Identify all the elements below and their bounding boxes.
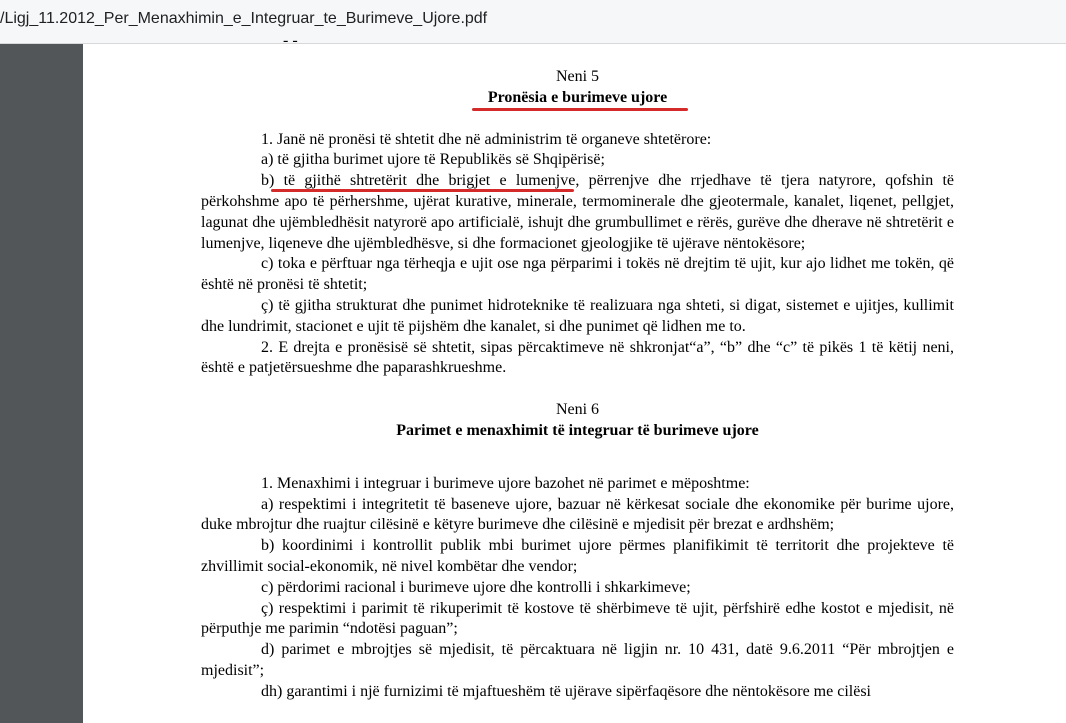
article-6-paragraph: dh) garantimi i një furnizimi të mjaftueshëm të ujërave sipërfaqësore dhe nëntokësore me cilësi: [261, 682, 871, 700]
article-5-paragraph: c) toka e përftuar nga tërheqja e ujit ose nga përparimi i tokës në drejtim të ujit, kur ajo lidhet me tokën, që është në pronësi të shtetit;: [201, 255, 954, 294]
article-6-paragraph: c) përdorimi racional i burimeve ujore dhe kontrolli i shkarkimeve;: [261, 578, 691, 596]
article-6-paragraph: a) respektimi i integritetit të baseneve ujore, bazuar në kërkesat sociale dhe ekonomike për burime ujore, duke mbrojtur dhe ruajtur cilësinë e këtyre burimeve dhe cilësinë e mjedisit për brezat e ardhshëm;: [201, 495, 954, 534]
article-5-paragraph: b) të gjithë shtretërit dhe brigjet e lumenjve, përrenjve dhe rrjedhave të tjera natyrore, qofshin të përkohshme apo të përhershme, ujërat kurative, minerale, termominerale dhe gjeotermale, kanalet, liqenet, pellgjet, lagunat dhe ujëmbledhësit natyrorë apo artificialë, ishujt dhe grumbullimet e rërës, gurëve dhe dherave në shtretërit e lumenjve, liqeneve dhe ujëmbledhësve, si dhe formacionet gjeologjike të ujërave nëntokësore;: [201, 172, 954, 252]
article-6-paragraph: ç) respektimi i parimit të rikuperimit të kostove të shërbimeve të ujit, përfshirë edhe kostot e mjedisit, në përputhje me parimin “ndotësi paguan”;: [201, 599, 954, 638]
address-bar[interactable]: [0, 0, 1066, 44]
annotation-underline-text: [271, 189, 574, 192]
article-6-paragraph: d) parimet e mbrojtjes së mjedisit, të përcaktuara në ligjin nr. 10 431, datë 9.6.2011 “Për mbrojtjen e mjedisit”;: [201, 641, 954, 679]
annotation-underline-title: [472, 108, 688, 111]
cut-off-line: - ‐: [283, 32, 298, 49]
article-5-number: Neni 5: [555, 68, 600, 85]
article-5-paragraph: 1. Janë në pronësi të shtetit dhe në administrim të organeve shtetërore:: [261, 130, 712, 148]
article-5-paragraph: 2. E drejta e pronësisë së shtetit, sipas përcaktimeve në shkronjat“a”, “b” dhe “c” të pikës 1 të këtij neni, është e patjetërsueshme dhe paparashkrueshme.: [201, 338, 954, 377]
pdf-page: [83, 32, 1066, 723]
article-5-paragraph: ç) të gjitha strukturat dhe punimet hidroteknike të realizuara nga shteti, si digat, sistemet e ujitjes, kullimit dhe lundrimit, stacionet e ujit të pijshëm dhe kanalet, si dhe punimet që lidhen me to.: [201, 296, 954, 335]
article-6-title: Parimet e menaxhimit të integruar të burimeve ujore: [396, 421, 759, 439]
article-6-paragraph: b) koordinimi i kontrollit publik mbi burimet ujore përmes planifikimit të territorit dhe projekteve të zhvillimit social-ekonomik, në nivel kombëtar dhe vendor;: [201, 537, 954, 575]
article-5-paragraph: a) të gjitha burimet ujore të Republikës së Shqipërisë;: [261, 151, 605, 169]
article-6-paragraph: 1. Menaxhimi i integruar i burimeve ujore bazohet në parimet e mëposhtme:: [261, 474, 750, 492]
url-text[interactable]: /Ligj_11.2012_Per_Menaxhimin_e_Integruar_te_Burimeve_Ujore.pdf: [0, 10, 488, 27]
page-content: [201, 32, 954, 703]
article-6-number: Neni 6: [555, 401, 600, 419]
article-5-title: Pronësia e burimeve ujore: [487, 88, 668, 106]
